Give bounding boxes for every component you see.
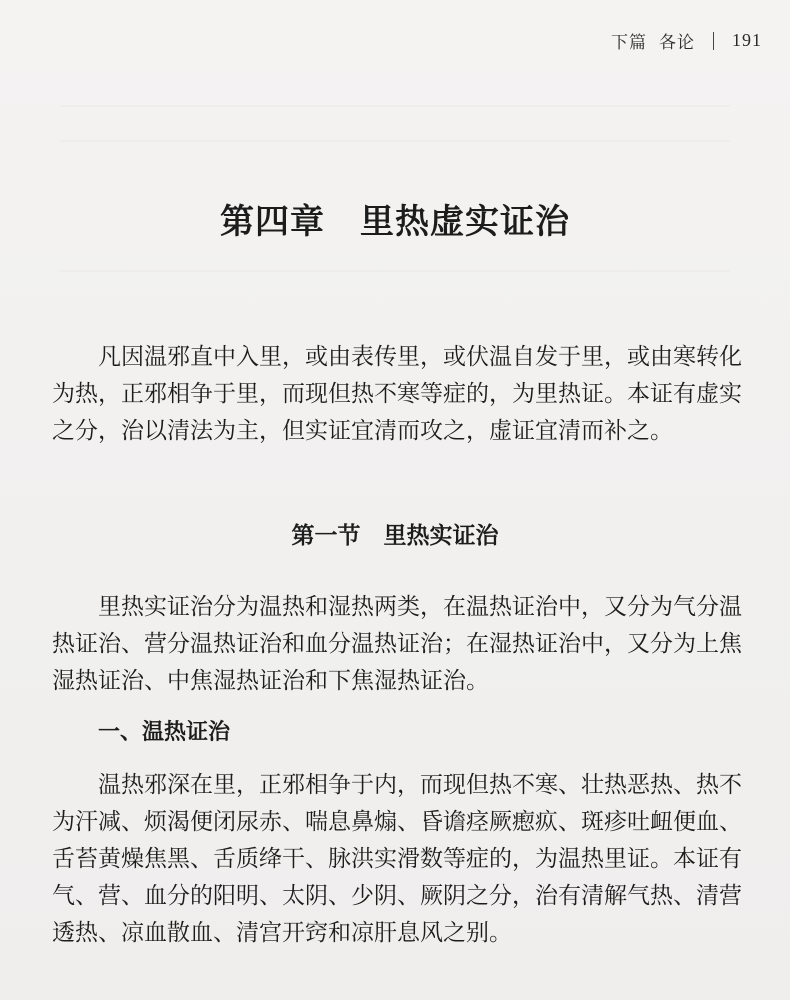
show-through-line: [60, 140, 730, 142]
intro-paragraph-block: [52, 339, 742, 450]
chapter-title: 第四章 里热虚实证治: [220, 202, 570, 242]
subsection-paragraph-block: [52, 767, 742, 952]
header-section: 下篇: [611, 33, 647, 53]
show-through-line: [60, 105, 730, 107]
section-paragraph-block: [52, 589, 742, 700]
subsection-title: 一、温热证治: [98, 720, 231, 745]
page-number: 191: [732, 30, 762, 50]
subsection-paragraph: 温热邪深在里，正邪相争于内，而现但热不寒、壮热恶热、热不为汗减、烦渴便闭尿赤、喘息鼻煽、昏谵痉厥瘛疭、斑疹吐衄便血、舌苔黄燥焦黑、舌质绛干、脉洪实滑数等症的，为温热里证。本证有气、营、血分的阳明、太阴、少阴、厥阴之分，治有清解气热、清营透热、凉血散血、清宫开窍和凉肝息风之别。: [52, 772, 742, 946]
header-divider: [713, 32, 714, 50]
header-part: 各论: [659, 33, 695, 53]
intro-paragraph: 凡因温邪直中入里，或由表传里，或伏温自发于里，或由寒转化为热，正邪相争于里，而现但热不寒等症的，为里热证。本证有虚实之分，治以清法为主，但实证宜清而攻之，虚证宜清而补之。: [52, 344, 742, 444]
show-through-line: [60, 270, 730, 272]
section-title: 第一节 里热实证治: [291, 523, 499, 549]
running-header: [611, 28, 762, 53]
section-paragraph: 里热实证治分为温热和湿热两类，在温热证治中，又分为气分温热证治、营分温热证治和血分温热证治；在湿热证治中，又分为上焦湿热证治、中焦湿热证治和下焦湿热证治。: [52, 594, 742, 694]
